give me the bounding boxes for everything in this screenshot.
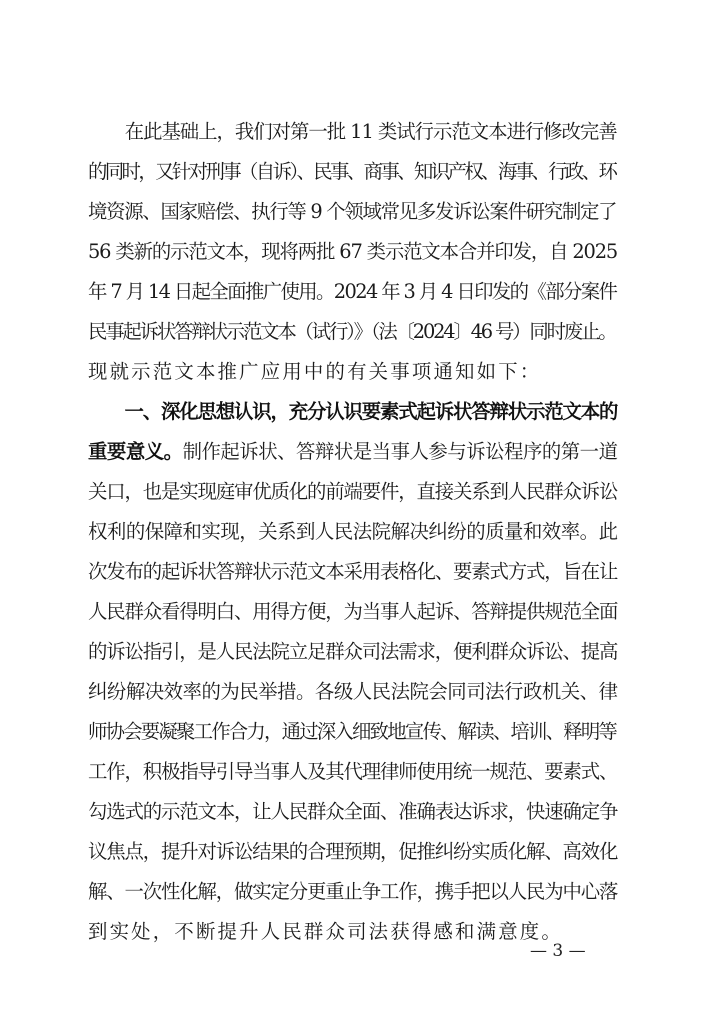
section-1-body-line-12: 到实处，不断提升人民群众司法获得感和满意度。	[88, 920, 563, 943]
section-1-body-line-4: 人民群众看得明白、用得方便，为当事人起诉、答辩提供规范全面	[88, 600, 618, 623]
paragraph-1-line-5: 年 7 月 14 日起全面推广使用。2024 年 3 月 4 日印发的《部分案件	[88, 280, 617, 303]
section-1-body-start: 制作起诉状、答辩状是当事人参与诉讼程序的第一道	[182, 440, 618, 463]
section-1-body-line-3: 次发布的起诉状答辩状示范文本采用表格化、要素式方式，旨在让	[88, 560, 618, 583]
paragraph-1-line-3: 境资源、国家赔偿、执行等 9 个领域常见多发诉讼案件研究制定了	[88, 200, 617, 223]
paragraph-1-line-6: 民事起诉状答辩状示范文本（试行）》（法〔2024〕46 号）同时废止。	[88, 320, 616, 343]
paragraph-1-line-4: 56 类新的示范文本，现将两批 67 类示范文本合并印发，自 2025	[88, 240, 618, 263]
section-1-heading-line-2	[88, 437, 618, 467]
section-1-body-line-2: 权利的保障和实现，关系到人民法院解决纠纷的质量和效率。此	[88, 520, 618, 543]
section-1-body-line-1: 关口，也是实现庭审优质化的前端要件，直接关系到人民群众诉讼	[88, 480, 618, 503]
section-1-heading-tail: 重要意义。	[88, 440, 183, 463]
section-1-body-line-8: 工作，积极指导引导当事人及其代理律师使用统一规范、要素式、	[88, 760, 618, 783]
section-1-body-line-9: 勾选式的示范文本，让人民群众全面、准确表达诉求，快速确定争	[88, 800, 618, 823]
paragraph-1-line-2: 的同时，又针对刑事（自诉）、民事、商事、知识产权、海事、行政、环	[88, 160, 616, 183]
page-number: — 3 —	[530, 941, 586, 961]
section-1-body-line-5: 的诉讼指引，是人民法院立足群众司法需求，便利群众诉讼、提高	[88, 640, 618, 663]
section-1-body-line-10: 议焦点，提升对诉讼结果的合理预期，促推纠纷实质化解、高效化	[88, 840, 618, 863]
paragraph-1-line-1: 在此基础上，我们对第一批 11 类试行示范文本进行修改完善	[88, 120, 617, 143]
section-1-body-line-6: 纠纷解决效率的为民举措。各级人民法院会同司法行政机关、律	[88, 680, 618, 703]
section-1-heading-line-1: 一、深化思想认识，充分认识要素式起诉状答辩状示范文本的	[88, 400, 618, 423]
section-1-body-line-7: 师协会要凝聚工作合力，通过深入细致地宣传、解读、培训、释明等	[88, 720, 617, 743]
section-1-body-line-11: 解、一次性化解，做实定分更重止争工作，携手把以人民为中心落	[88, 880, 618, 903]
paragraph-1-line-7: 现就示范文本推广应用中的有关事项通知如下：	[88, 360, 542, 383]
